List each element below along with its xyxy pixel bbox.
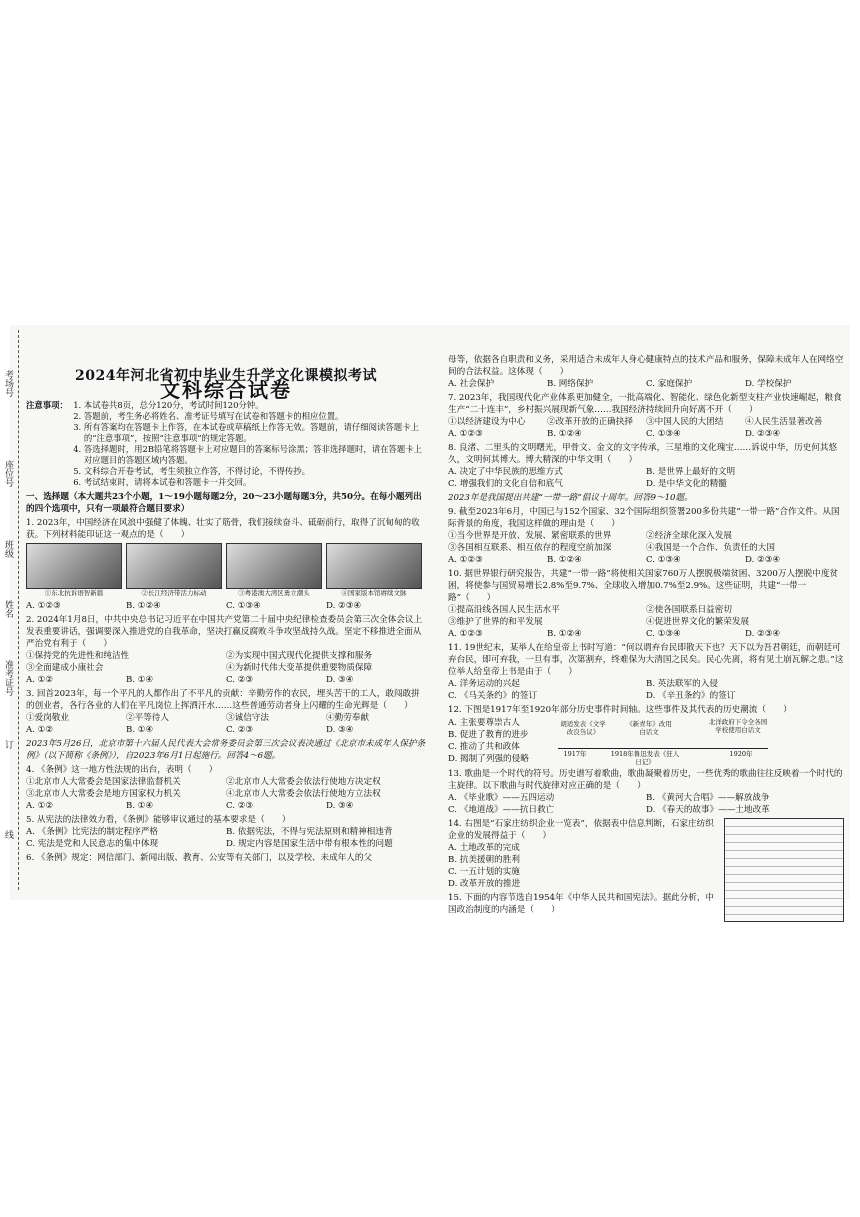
statement: ③全面建成小康社会 [26, 663, 104, 673]
statement: ④北京市人大常委会依法行使地方立法权 [226, 789, 381, 799]
picture-row [26, 543, 426, 598]
option: C. ②③ [226, 801, 254, 811]
question-stem: 11. 19世纪末，某举人在给皇帝上书时写道：“何以谓弃台民即散天下也？天下以为吾君朝廷，而朝廷可弃台民，即可弃我，一旦有事，次第割弃，终难保为大清国之民矣。民心先离，将有见土崩瓦解之患。”这位举人给皇帝上书是由于（ ） [448, 643, 844, 677]
question-stem: 9. 截至2023年6月，中国已与152个国家、32个国际组织签署200多份共建“一带一路”合作文件。从国际背景的角度，我国这样做的理由是（ ） [448, 507, 840, 529]
option: C. 增强我们的文化自信和底气 [448, 479, 563, 489]
option: B. 是世界上最好的文明 [646, 467, 736, 477]
option: D. ③④ [326, 675, 354, 685]
option: D. 《辛丑条约》的签订 [646, 691, 736, 701]
option: D. ②③④ [326, 601, 362, 611]
option: ③诚信守法 [226, 713, 269, 723]
binding-label: 座位号 [3, 460, 13, 487]
statement: ④我国是一个合作、负责任的大国 [646, 543, 775, 553]
left-column [26, 340, 426, 864]
option: B. ①④ [126, 725, 154, 735]
question-stem: 3. 回首2023年，每一个平凡的人都作出了不平凡的贡献：辛勤劳作的农民，埋头苦干的工人，敢闯敢拼的创业者，各行各业的人们在平凡岗位上挥洒汗水……这些普通劳动者身上闪耀的生命光辉是（ ） [26, 689, 420, 711]
option: C. 家庭保护 [646, 379, 693, 389]
note-item: 6. 考试结束时，请将本试卷和答题卡一并交回。 [84, 477, 426, 488]
option: A. 洋务运动的兴起 [448, 679, 520, 689]
option: B. ①②④ [547, 629, 582, 639]
answer-options [448, 554, 844, 566]
question-12 [448, 704, 844, 766]
option: D. 学校保护 [745, 379, 792, 389]
option: D. 是中华文化的精髓 [646, 479, 727, 489]
option: D. ③④ [326, 801, 354, 811]
timeline-event: 1918年鲁迅发表《狂人日记》 [610, 750, 680, 766]
answer-options [448, 378, 844, 390]
answer-options [26, 800, 426, 812]
statement: ③北京市人大常委会是地方国家权力机关 [26, 789, 181, 799]
question-1 [26, 517, 426, 612]
statement-list [448, 530, 844, 554]
answer-options [26, 712, 426, 736]
question-3 [26, 688, 426, 736]
option: C. ①③④ [646, 629, 681, 639]
note-item: 5. 文科综合开卷考试，考生须独立作答，不得讨论，不得传抄。 [84, 466, 426, 477]
statement: ③各国相互联系、相互依存的程度空前加深 [448, 543, 612, 553]
answer-options [448, 717, 529, 765]
right-column [448, 352, 844, 916]
note-item: 3. 所有答案均在答题卡上作答，在本试卷或草稿纸上作答无效。答题前，请仔细阅读答题卡上的“注意事项”，按照“注意事项”的规定答题。 [84, 422, 426, 444]
option: C. ②③ [226, 675, 254, 685]
option: B. ①④ [126, 801, 154, 811]
timeline-event: 北洋政府下令全各国学校使用白话文 [708, 718, 768, 734]
option: C. 推动了共和政体 [448, 742, 520, 752]
question-11 [448, 642, 844, 702]
answer-options [26, 674, 426, 686]
statement: ②使各国联系日益密切 [646, 605, 732, 615]
question-15: 15. 下面的内容节选自1954年《中华人民共和国宪法》。据此分析，中国政治制度的内涵是（ ） [448, 893, 715, 915]
question-stem: 4. 《条例》这一地方性法规的出台，表明（ ） [26, 765, 218, 775]
statement-list [26, 650, 426, 674]
statement: ①提高沿线各国人民生活水平 [448, 605, 560, 615]
question-stem: 5. 从宪法的法律效力看，《条例》能够审议通过的基本要求是（ ） [26, 815, 291, 825]
option: D. ②③④ [745, 629, 781, 639]
statement: ②北京市人大常委会依法行使地方决定权 [226, 777, 381, 787]
option: C. ①③④ [646, 429, 681, 439]
option: D. 规定内容是国家生活中带有根本性的问题 [226, 839, 393, 849]
option: A. ①② [26, 675, 54, 685]
option: D. 揭制了列强的侵略 [448, 754, 529, 764]
question-13 [448, 768, 844, 816]
option: A. ①②③ [26, 601, 61, 611]
statement: ②经济全球化深入发展 [646, 531, 732, 541]
option: A. ①② [26, 801, 54, 811]
option: A. ①②③ [448, 555, 483, 565]
binding-strip [0, 330, 19, 890]
question-14 [448, 818, 844, 890]
option: C. ①③④ [226, 601, 261, 611]
exam-subtitle: 文科综合试卷 [160, 378, 292, 402]
option: D. 改革开放的推进 [448, 879, 521, 889]
option: A. 主张要尊崇古人 [448, 718, 520, 728]
note-item: 4. 答选择题时，用2B铅笔将答题卡上对应题目的答案标号涂黑；答非选择题时，请在答题卡上对应题目的答题区域内答题。 [84, 444, 426, 466]
picture [126, 543, 222, 598]
option: B. 《黄河大合唱》——解放战争 [646, 793, 770, 803]
option: A. ①② [26, 725, 54, 735]
question-stem: 7. 2023年，我国现代化产业体系更加健全，一批高端化、智能化、绿色化新型支柱产业快速崛起，粮食生产“二十连丰”，乡村振兴展现新气象……我国经济持续回升向好离不开（ ） [448, 393, 842, 415]
question-6-continued [448, 354, 844, 390]
picture-caption: ②长江经济带活力标动 [141, 589, 207, 597]
picture-caption: ③粤港澳大湾区勇立潮头 [238, 589, 310, 597]
statement: ④为新时代伟大变革提供重要物质保障 [226, 663, 373, 673]
statement-list [448, 604, 844, 628]
option: D. ②③④ [745, 555, 781, 565]
option: ④人民生活显著改善 [745, 417, 823, 427]
option: ③中国人民的大团结 [646, 417, 724, 427]
option: C. ②③ [226, 725, 254, 735]
question-stem: 10. 据世界银行研究报告，共建“一带一路”将使相关国家760万人摆脱极端贫困、3200万人摆脱中度贫困，将使参与国贸易增长2.8%至9.7%、全球收入增加0.7%至2.9%。这些证明，共建“一带一路”（ ） [448, 569, 839, 603]
binding-label: 姓名 [3, 600, 13, 618]
answer-options [26, 600, 426, 612]
timeline-event: 《新青年》改用白话文 [626, 720, 672, 736]
binding-label: 线 [3, 830, 13, 839]
answer-options [448, 466, 844, 490]
option: A. ①②③ [448, 429, 483, 439]
option: ②平等待人 [126, 713, 169, 723]
timeline [558, 718, 768, 766]
material-intro: 2023年是我国提出共建“一带一路”倡议十周年。回答9～10题。 [448, 493, 693, 503]
statement: ②为实现中国式现代化提供支撑和服务 [226, 651, 373, 661]
option: A. 《毕业歌》——五四运动 [448, 793, 555, 803]
option: ②改革开放的正确抉择 [547, 417, 633, 427]
option: C. 《马关条约》的签订 [448, 691, 538, 701]
option: C. 《地道战》——抗日救亡 [448, 805, 555, 815]
option: B. ①②④ [126, 601, 161, 611]
binding-label: 考场号 [3, 370, 13, 397]
picture [226, 543, 322, 598]
answer-options [448, 792, 844, 816]
section-heading: 一、选择题（本大题共23个小题，1～19小题每题2分，20～23小题每题3分，共50分。在每小题列出的四个选项中，只有一项最符合题目要求） [26, 492, 422, 514]
answer-options [448, 416, 844, 440]
option: B. ①②④ [547, 555, 582, 565]
option: D. 《春天的故事》——土地改革 [646, 805, 770, 815]
option: C. 一五计划的实施 [448, 867, 520, 877]
option: B. 促进了教育的进步 [448, 730, 529, 740]
option: A. 土地改革的完成 [448, 843, 520, 853]
option: B. 抗美援朝的胜利 [448, 855, 520, 865]
option: ④勤劳奉献 [326, 713, 369, 723]
notes [26, 400, 426, 488]
note-item: 1. 本试卷共8页，总分120分，考试时间120分钟。 [84, 400, 426, 411]
answer-options [448, 678, 844, 702]
option: D. ③④ [326, 725, 354, 735]
answer-options [26, 826, 426, 850]
timeline-axis [558, 748, 768, 749]
photo [126, 543, 222, 589]
timeline-event: 胡适发表《文学改良刍议》 [560, 720, 606, 736]
note-item: 2. 答题前，考生务必将姓名、准考证号填写在试卷和答题卡的相应位置。 [84, 411, 426, 422]
option: A. 社会保护 [448, 379, 495, 389]
statement: ①北京市人大常委会是国家法律监督机关 [26, 777, 181, 787]
timeline-year: 1920年 [729, 750, 753, 758]
question-stem: 母等，依据各自职责和义务，采用适合未成年人身心健康特点的技术产品和服务，保障未成年人在网络空间的合法权益。这体现（ ） [448, 355, 844, 377]
question-5 [26, 814, 426, 850]
question-6: 6. 《条例》规定：网信部门、新闻出版、教育、公安等有关部门，以及学校、未成年人的父 [26, 853, 373, 863]
question-4 [26, 764, 426, 812]
question-10 [448, 568, 844, 640]
statement: ③维护了世界的和平发展 [448, 617, 543, 627]
enterprise-table-image [724, 818, 844, 922]
binding-label: 订 [3, 740, 13, 749]
statement: ①当今世界是开放、发展、紧密联系的世界 [448, 531, 612, 541]
picture [326, 543, 422, 598]
picture-caption: ④国家版本馆赓续文脉 [341, 589, 407, 597]
option: C. ①③④ [646, 555, 681, 565]
option: D. ②③④ [745, 429, 781, 439]
option: B. ①④ [126, 675, 154, 685]
material-intro: 2023年5月26日，北京市第十六届人民代表大会常务委员会第三次会议表决通过《北京市未成年人保护条例》（以下简称《条例》），自2023年6月1日起施行。回答4～6题。 [26, 739, 426, 761]
option: ①以经济建设为中心 [448, 417, 526, 427]
statement: ④促进世界文化的繁荣发展 [646, 617, 750, 627]
photo [26, 543, 122, 589]
option: B. 网络保护 [547, 379, 594, 389]
question-stem: 13. 歌曲是一个时代的符号。历史谱写着歌曲，歌曲凝聚着历史，一些优秀的歌曲往往反映着一个时代的主旋律。以下歌曲与时代旋律对应正确的是（ ） [448, 769, 843, 791]
picture-caption: ①东北抗诉语智新篇 [44, 589, 104, 597]
option: B. ①②④ [547, 429, 582, 439]
option: B. 英法联军的入侵 [646, 679, 718, 689]
option: B. 依据宪法，不得与宪法原则和精神相违背 [226, 827, 393, 837]
question-stem: 14. 右图是“石家庄纺织企业一览表”，依据表中信息判断，石家庄纺织企业的发展得益于（ ） [448, 819, 714, 841]
photo [226, 543, 322, 589]
notes-label: 注意事项： [26, 400, 68, 410]
answer-options [448, 628, 844, 640]
question-stem: 12. 下图是1917年至1920年部分历史事件时间轴。这些事件及其代表的历史潮流（ ） [448, 705, 792, 715]
question-8 [448, 442, 844, 490]
option: C. 宪法是党和人民意志的集中体现 [26, 839, 159, 849]
binding-label: 班级 [3, 540, 13, 558]
question-9 [448, 506, 844, 566]
statement: ①保持党的先进性和纯洁性 [26, 651, 130, 661]
statement-list [26, 776, 426, 800]
option: ①爱岗敬业 [26, 713, 69, 723]
picture [26, 543, 122, 598]
question-2 [26, 614, 426, 686]
question-stem: 2. 2024年1月8日，中共中央总书记习近平在中国共产党第二十届中央纪律检查委员会第三次全体会议上发表重要讲话，强调要深入推进党的自我革命，坚决打赢反腐败斗争攻坚战持久战。坚定不移推进全面从严治党有利于（ ） [26, 615, 423, 649]
exam-title: 2024年河北省初中毕业生升学文化课模拟考试 [75, 368, 377, 384]
question-stem: 1. 2023年，中国经济在风浪中强健了体魄、壮实了筋骨，我们接续奋斗、砥砺前行，取得了沉甸甸的收获。下列材料能印证这一观点的是（ ） [26, 518, 420, 540]
photo [326, 543, 422, 589]
option: A. ①②③ [448, 629, 483, 639]
timeline-year: 1917年 [563, 750, 587, 758]
option: A. 决定了中华民族的思维方式 [448, 467, 563, 477]
binding-label: 准考证号 [3, 660, 13, 696]
question-stem: 8. 良渚、二里头的文明曙光，甲骨文、金文的文字传承，三星堆的文化瑰宝……诉说中华，历史何其悠久，文明何其博大。博大精深的中华文明（ ） [448, 443, 838, 465]
option: A. 《条例》比宪法的制定程序严格 [26, 827, 158, 837]
notes-list [70, 400, 426, 488]
question-7 [448, 392, 844, 440]
